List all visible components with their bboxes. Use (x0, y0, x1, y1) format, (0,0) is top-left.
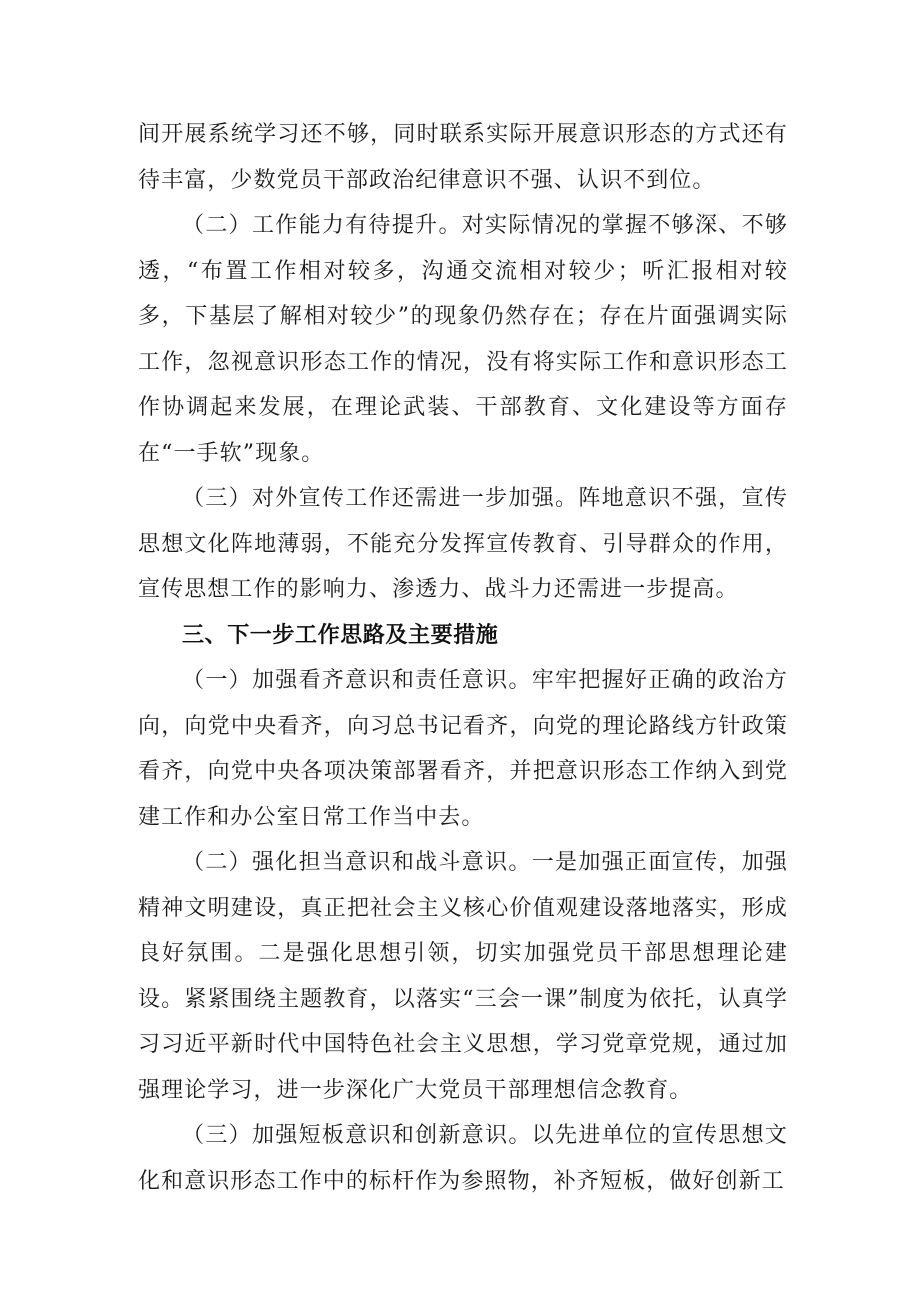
paragraph-continuation: 间开展系统学习还不够，同时联系实际开展意识形态的方式还有待丰富，少数党员干部政治纪律意识不强、认识不到位。 (138, 122, 788, 193)
paragraph-work-ability: （二）工作能力有待提升。对实际情况的掌握不够深、不够透，“布置工作相对较多，沟通交流相对较少；听汇报相对较多，下基层了解相对较少”的现象仍然存在；存在片面强调实际工作，忽视意识形态工作的情况，没有将实际工作和意识形态工作协调起来发展，在理论武装、干部教育、文化建设等方面存在“一手软”现象。 (138, 213, 788, 466)
paragraph-responsibility-awareness: （二）强化担当意识和战斗意识。一是加强正面宣传，加强精神文明建设，真正把社会主义核心价值观建设落地落实，形成良好氛围。二是强化思想引领，切实加强党员干部思想理论建设。紧紧围绕主题教育，以落实“三会一课”制度为依托，认真学习习近平新时代中国特色社会主义思想，学习党章党规，通过加强理论学习，进一步深化广大党员干部理想信念教育。 (138, 850, 788, 1103)
section-heading: 三、下一步工作思路及主要措施 (182, 622, 499, 648)
paragraph-external-publicity: （三）对外宣传工作还需进一步加强。阵地意识不强，宣传思想文化阵地薄弱，不能充分发挥宣传教育、引导群众的作用，宣传思想工作的影响力、渗透力、战斗力还需进一步提高。 (138, 486, 788, 602)
document-body (138, 112, 788, 1204)
paragraph-innovation-awareness: （三）加强短板意识和创新意识。以先进单位的宣传思想文化和意识形态工作中的标杆作为参照物，补齐短板，做好创新工 (138, 1123, 788, 1194)
paragraph-alignment-awareness: （一）加强看齐意识和责任意识。牢牢把握好正确的政治方向，向党中央看齐，向习总书记看齐，向党的理论路线方针政策看齐，向党中央各项决策部署看齐，并把意识形态工作纳入到党建工作和办公室日常工作当中去。 (138, 668, 788, 830)
